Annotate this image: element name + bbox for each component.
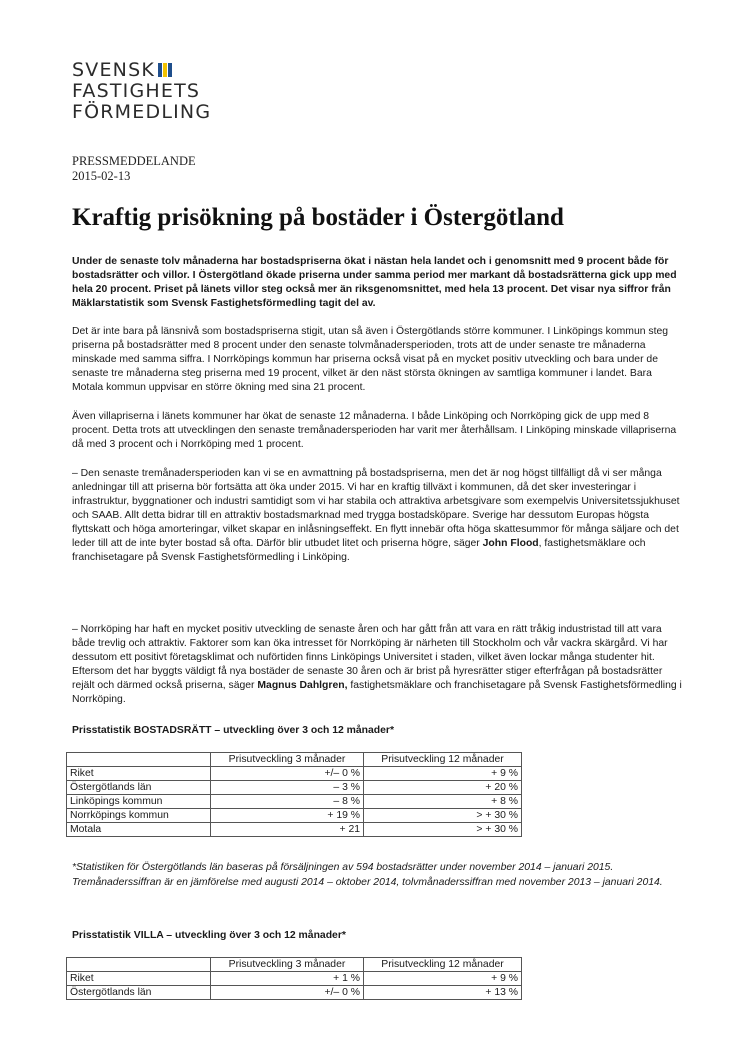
- quote-text: – Norrköping har haft en mycket positiv utveckling de senaste åren och har gått från att vara en rätt tråkig industristad till att vara både trevlig och attraktiv. Faktorer som kan öka intresset för Norrköping är närheten till Stockholm och vår vackra skärgård. Vi har dessutom ett positivt företagsklimat och nuförtiden finns Linköpings Universitet i staden, vilket även lockar många studenter hit. Eftersom det har byggts väldigt få nya bostäder de senaste 30 åren och är brist på hyresrätter stiger efterfrågan på bostadsrätter rejält och därmed också priserna, säger: [72, 624, 668, 691]
- table-cell: Östergötlands län: [67, 986, 211, 1000]
- flag-yellow-stripe: [163, 63, 167, 77]
- flag-blue-stripe: [158, 63, 162, 77]
- swedish-flag-icon: [158, 63, 172, 77]
- table-cell: Riket: [67, 767, 211, 781]
- table-villa: [66, 957, 522, 1000]
- table-cell: + 20 %: [364, 781, 522, 795]
- table-cell: Norrköpings kommun: [67, 809, 211, 823]
- logo-line-3: FÖRMEDLING: [72, 101, 212, 123]
- table-cell: +/– 0 %: [211, 767, 364, 781]
- logo-line-1: SVENSK: [72, 60, 211, 81]
- table-footnote: *Statistiken för Östergötlands län baseras på försäljningen av 594 bostadsrätter under november 2014 – januari 2015. Tremånaderssiffran är en jämförelse med augusti 2014 – oktober 2014, tolvmånaderssiffran med november 2013 – januari 2014.: [72, 862, 663, 888]
- table-cell: > + 30 %: [364, 809, 522, 823]
- table-cell: + 9 %: [364, 767, 522, 781]
- quote-author-role: , fastighetsmäklare och franchisetagare på Svensk Fastighetsförmedling i Linköping.: [72, 538, 646, 563]
- table-cell: Motala: [67, 823, 211, 837]
- table-cell: + 21: [211, 823, 364, 837]
- lead-text: Under de senaste tolv månaderna har bostadspriserna ökat i nästan hela landet och i genomsnitt med 9 procent både för bostadsrätter och villor. I Östergötland ökade priserna under samma period mer markant då bostadsrätterna gick upp med hela 20 procent. Priset på länets villor steg också mer än riksgenomsnittet, med hela 13 procent. Det visar nya siffror från Mäklarstatistik som Svensk Fastighetsförmedling tagit del av.: [72, 256, 677, 309]
- table-header-cell: Prisutveckling 12 månader: [364, 958, 522, 972]
- table-villa-title: Prisstatistik VILLA – utveckling över 3 och 12 månader*: [72, 930, 346, 941]
- quote-author-name: John Flood: [482, 538, 539, 549]
- table-cell: + 8 %: [364, 795, 522, 809]
- paragraph-3: [72, 467, 684, 565]
- table-row: [67, 767, 522, 781]
- paragraph-4: [72, 623, 684, 707]
- paragraph-2: [72, 410, 684, 452]
- table-cell: > + 30 %: [364, 823, 522, 837]
- table-row: [67, 986, 522, 1000]
- table-cell: + 13 %: [364, 986, 522, 1000]
- quote-author-role: fastighetsmäklare och franchisetagare på Svensk Fastighetsförmedling i Norrköping.: [72, 680, 682, 705]
- table-cell: Linköpings kommun: [67, 795, 211, 809]
- paragraph-1-text: Det är inte bara på länsnivå som bostadspriserna stigit, utan så även i Östergötlands större kommuner. I Linköpings kommun steg priserna på bostadsrätter med 8 procent under den senaste tolvmånadersperioden, trots att de under senaste tre månaderna minskade med samma siffra. I Norrköpings kommun har priserna också visat på en mycket positiv utveckling och bara under de senaste tre månaderna steg priserna med 19 procent, vilket är den näst största ökningen av samtliga kommuner i landet. Bara Motala kommun uppvisar en större ökning med sina 21 procent.: [72, 326, 669, 393]
- paragraph-1: [72, 325, 684, 395]
- page-title: Kraftig prisökning på bostäder i Östergötland: [72, 204, 564, 231]
- table-header-cell: Prisutveckling 3 månader: [211, 958, 364, 972]
- quote-text: – Den senaste tremånadersperioden kan vi se en avmattning på bostadspriserna, men det är nog högst tillfälligt då vi ser många anledningar till att priserna bör fortsätta att öka under 2015. Vi har en kraftig tillväxt i kommunen, då det sker investeringar i infrastruktur, byggnationer och industri samtidigt som vi har stabila och attraktiva arbetsgivare som exempelvis Universitetssjukhuset och SAAB. Allt detta bidrar till en attraktiv bostadsmarknad med trygga bostadsköpare. Sverige har dessutom Europas högsta flyttskatt och höga amorteringar, vilket skapar en inlåsningseffekt. En flytt innebär ofta höga skattesummor för många säljare och det leder till att de inte byter bostad så ofta. Därför blir utbudet litet och priserna högre, säger: [72, 468, 680, 549]
- table-cell: Östergötlands län: [67, 781, 211, 795]
- table-row: [67, 809, 522, 823]
- table-row: [67, 781, 522, 795]
- table-header-cell: [67, 753, 211, 767]
- table-header-cell: Prisutveckling 3 månader: [211, 753, 364, 767]
- table-header-row: [67, 958, 522, 972]
- paragraph-4-text: [72, 623, 684, 707]
- document-type: PRESSMEDDELANDE: [72, 154, 196, 168]
- quote-author-name: Magnus Dahlgren,: [257, 680, 348, 691]
- table-cell: – 3 %: [211, 781, 364, 795]
- table-cell: – 8 %: [211, 795, 364, 809]
- table-cell: + 19 %: [211, 809, 364, 823]
- logo-line-2: FASTIGHETS: [72, 80, 201, 102]
- lead-paragraph: [72, 255, 684, 311]
- table-header-cell: Prisutveckling 12 månader: [364, 753, 522, 767]
- company-logo: [72, 60, 211, 123]
- paragraph-2-text: Även villapriserna i länets kommuner har ökat de senaste 12 månaderna. I både Linköping och Norrköping gick de upp med 8 procent. Detta trots att utvecklingen den senaste tremånadersperioden har varit mer återhållsam. I Linköping minskade villapriserna då med 3 procent och i Norrköping med 1 procent.: [72, 411, 677, 450]
- table-row: [67, 795, 522, 809]
- table-cell: +/– 0 %: [211, 986, 364, 1000]
- table-bostadsratt-title: Prisstatistik BOSTADSRÄTT – utveckling över 3 och 12 månader*: [72, 725, 395, 736]
- table-header-cell: [67, 958, 211, 972]
- paragraph-3-text: [72, 467, 684, 565]
- document-date: 2015-02-13: [72, 169, 131, 183]
- document-meta: [72, 154, 196, 184]
- table-bostadsratt: [66, 752, 522, 837]
- table-row: [67, 972, 522, 986]
- table-cell: + 9 %: [364, 972, 522, 986]
- table-cell: Riket: [67, 972, 211, 986]
- flag-blue-stripe-2: [168, 63, 172, 77]
- table-cell: + 1 %: [211, 972, 364, 986]
- table-row: [67, 823, 522, 837]
- table-header-row: [67, 753, 522, 767]
